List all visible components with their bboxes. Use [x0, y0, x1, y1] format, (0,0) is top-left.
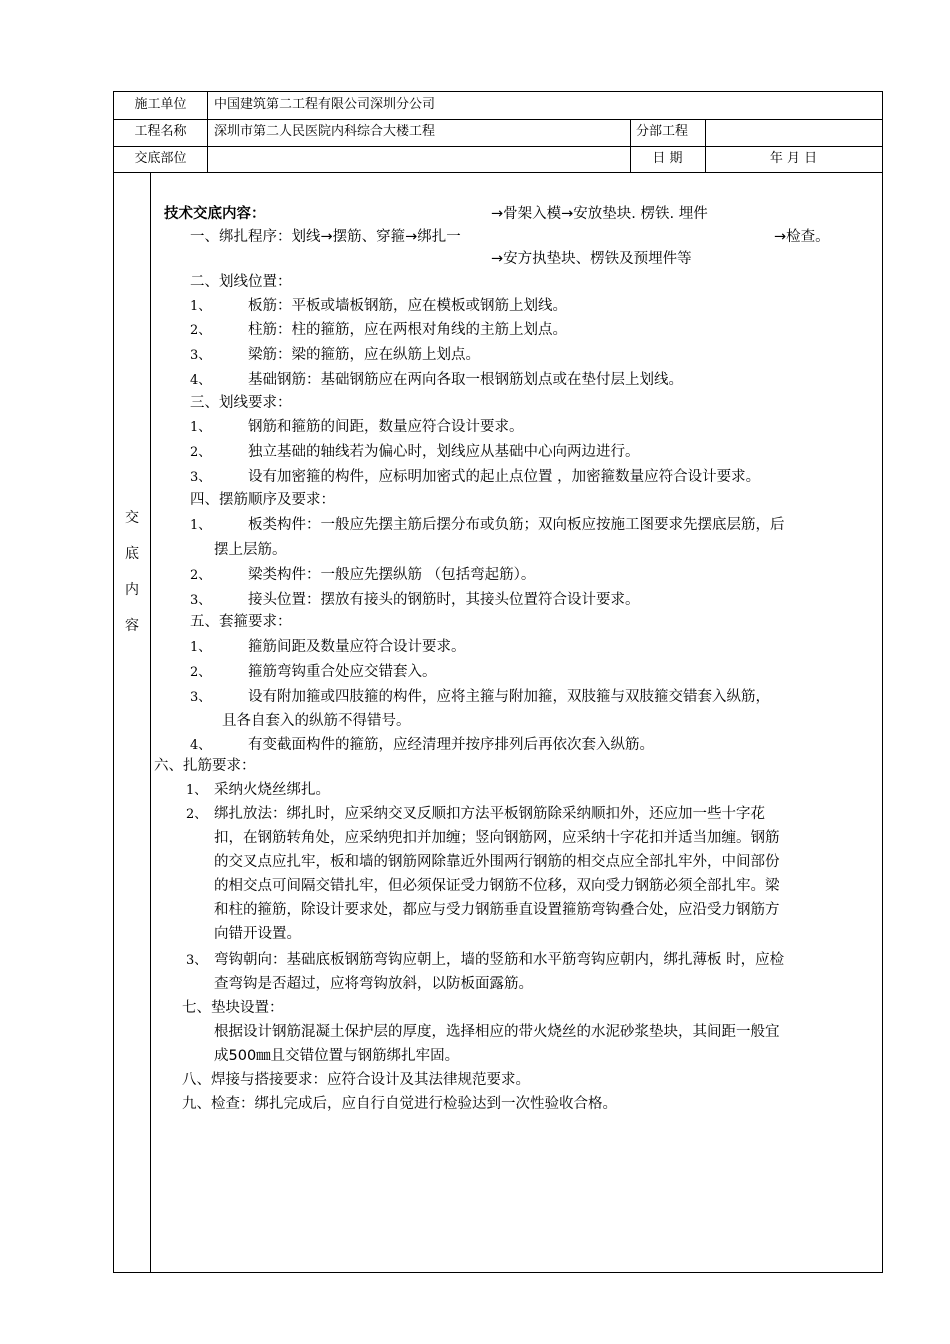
location-label: 交底部位	[134, 151, 187, 166]
list-item-num: 3、	[186, 953, 208, 968]
section-6: 六、扎筋要求：	[154, 758, 256, 774]
disclosure-form	[113, 91, 883, 1273]
flow-top: →骨架入模→安放垫块. 楞铁. 埋件	[491, 206, 708, 222]
row-divider	[114, 172, 882, 173]
list-item: 2、 柱筋：柱的箍筋，应在两根对角线的主筋上划点。	[190, 322, 567, 338]
list-item: 1、 板类构件：一般应先摆主筋后摆分布或负筋；双向板应按施工图要求先摆底层筋，后	[190, 517, 785, 533]
section-8: 八、焊接与搭接要求：应符合设计及其法律规范要求。	[182, 1072, 530, 1088]
list-item: 3、 梁筋：梁的箍筋，应在纵筋上划点。	[190, 347, 480, 363]
list-item: 1、 采纳火烧丝绑扎。	[186, 782, 330, 798]
list-item: 1、 钢筋和箍筋的间距，数量应符合设计要求。	[190, 419, 524, 435]
section-9: 九、检查：绑扎完成后，应自行自觉进行检验达到一次性验收合格。	[182, 1096, 617, 1112]
list-item-cont: 和柱的箍筋，除设计要求处，都应与受力钢筋垂直设置箍筋弯钩叠合处，应沿受力钢筋方	[214, 902, 780, 918]
side-char: 内	[125, 582, 139, 598]
list-item: 2、 独立基础的轴线若为偏心时，划线应从基础中心向两边进行。	[190, 444, 640, 460]
subproject-label: 分部工程	[636, 124, 689, 139]
side-char: 交	[125, 510, 139, 526]
list-item-cont: 的交叉点应扎牢，板和墙的钢筋网除靠近外围两行钢筋的相交点应全部扎牢外，中间部份	[214, 854, 780, 870]
flow-right: →检查。	[774, 229, 830, 245]
list-item: 1、 板筋：平板或墙板钢筋，应在模板或钢筋上划线。	[190, 298, 567, 314]
list-item-cont: 向错开设置。	[214, 926, 301, 942]
paragraph-line: 成500㎜且交错位置与钢筋绑扎牢固。	[214, 1048, 460, 1064]
list-item: 2、 梁类构件：一般应先摆纵筋 （包括弯起筋）。	[190, 567, 536, 583]
col-divider	[207, 92, 208, 172]
section-4: 四、摆筋顺序及要求：	[190, 492, 335, 508]
unit-value: 中国建筑第二工程有限公司深圳分公司	[214, 97, 436, 112]
content-title: 技术交底内容：	[164, 206, 266, 222]
section-3: 三、划线要求：	[190, 395, 292, 411]
section-5: 五、套箍要求：	[190, 614, 292, 630]
list-item: 1、 箍筋间距及数量应符合设计要求。	[190, 639, 466, 655]
list-item: 4、 基础钢筋：基础钢筋应在两向各取一根钢筋划点或在垫付层上划线。	[190, 372, 683, 388]
paragraph-line: 根据设计钢筋混凝土保护层的厚度，选择相应的带火烧丝的水泥砂浆垫块，其间距一般宜	[214, 1024, 780, 1040]
list-item-cont: 摆上层筋。	[214, 542, 287, 558]
section-2: 二、划线位置：	[190, 274, 292, 290]
side-char: 容	[125, 618, 139, 634]
list-item: 3、 设有加密箍的构件，应标明加密式的起止点位置 ，加密箍数量应符合设计要求。	[190, 469, 761, 485]
list-item-cont: 且各自套入的纵筋不得错号。	[222, 713, 411, 729]
list-item: 4、 有变截面构件的箍筋，应经清理并按序排列后再依次套入纵筋。	[190, 737, 654, 753]
list-item-cont: 查弯钩是否超过，应将弯钩放斜，以防板面露筋。	[214, 976, 533, 992]
side-char: 底	[125, 546, 139, 562]
side-label	[114, 500, 150, 644]
project-value: 深圳市第二人民医院内科综合大楼工程	[214, 124, 436, 139]
section-7: 七、垫块设置：	[182, 1000, 284, 1016]
list-item: 2、 箍筋弯钩重合处应交错套入。	[190, 664, 437, 680]
section-1: 一、绑扎程序：划线→摆筋、穿箍→绑扎一	[190, 229, 461, 245]
side-column-divider	[150, 172, 151, 1272]
list-item: 3、 设有附加箍或四肢箍的构件，应将主箍与附加箍，双肢箍与双肢箍交错套入纵筋，	[190, 689, 770, 705]
unit-label: 施工单位	[134, 97, 187, 112]
project-label: 工程名称	[134, 124, 187, 139]
list-item-cont: 扣，在钢筋转角处，应采纳兜扣并加缠；竖向钢筋网，应采纳十字花扣并适当加缠。钢筋	[214, 830, 780, 846]
flow-bottom: →安方执垫块、楞铁及预埋件等	[491, 251, 692, 267]
list-item: 弯钩朝向：基础底板钢筋弯钩应朝上，墙的竖筋和水平筋弯钩应朝内，绑扎薄板 时，应检	[214, 952, 785, 968]
date-value: 年 月 日	[769, 151, 818, 166]
list-item: 绑扎放法：绑扎时，应采纳交叉反顺扣方法平板钢筋除采纳顺扣外，还应加一些十字花	[214, 806, 765, 822]
list-item: 3、 接头位置：摆放有接头的钢筋时，其接头位置符合设计要求。	[190, 592, 640, 608]
list-item-cont: 的相交点可间隔交错扎牢，但必须保证受力钢筋不位移，双向受力钢筋必须全部扎牢。梁	[214, 878, 780, 894]
date-label: 日 期	[652, 151, 683, 166]
list-item-num: 2、	[186, 807, 208, 822]
